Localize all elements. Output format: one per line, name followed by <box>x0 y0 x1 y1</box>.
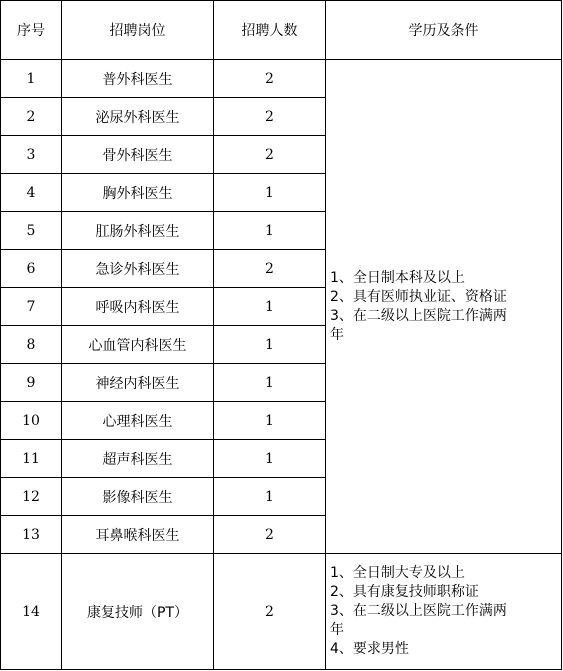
seq-cell: 10 <box>1 402 62 440</box>
position-cell: 影像科医生 <box>62 478 214 516</box>
requirement-line: 3、在二级以上医院工作满两 <box>330 307 507 324</box>
header-count: 招聘人数 <box>214 1 326 60</box>
seq-cell: 13 <box>1 516 62 554</box>
position-cell: 肛肠外科医生 <box>62 212 214 250</box>
seq-cell: 2 <box>1 98 62 136</box>
position-cell: 康复技师（PT） <box>62 554 214 670</box>
count-cell: 1 <box>214 174 326 212</box>
requirement-line: 2、具有医师执业证、资格证 <box>330 288 507 305</box>
position-cell: 神经内科医生 <box>62 364 214 402</box>
seq-cell: 14 <box>1 554 62 670</box>
seq-cell: 11 <box>1 440 62 478</box>
requirement-line: 年 <box>330 326 344 343</box>
table-header-row <box>1 1 562 60</box>
count-cell: 1 <box>214 288 326 326</box>
table-row <box>1 554 562 670</box>
header-requirements: 学历及条件 <box>326 1 562 60</box>
position-cell: 超声科医生 <box>62 440 214 478</box>
position-cell: 耳鼻喉科医生 <box>62 516 214 554</box>
count-cell: 2 <box>214 60 326 98</box>
seq-cell: 9 <box>1 364 62 402</box>
position-cell: 泌尿外科医生 <box>62 98 214 136</box>
count-cell: 1 <box>214 364 326 402</box>
table-row <box>1 60 562 98</box>
requirement-line: 4、要求男性 <box>330 641 409 657</box>
seq-cell: 4 <box>1 174 62 212</box>
count-cell: 2 <box>214 250 326 288</box>
position-cell: 心血管内科医生 <box>62 326 214 364</box>
position-cell: 胸外科医生 <box>62 174 214 212</box>
requirements-cell-group-1 <box>326 60 562 554</box>
count-cell: 2 <box>214 516 326 554</box>
count-cell: 2 <box>214 136 326 174</box>
seq-cell: 3 <box>1 136 62 174</box>
requirement-line: 2、具有康复技师职称证 <box>330 584 479 600</box>
seq-cell: 7 <box>1 288 62 326</box>
requirement-line: 1、全日制本科及以上 <box>330 269 465 286</box>
requirement-line: 1、全日制大专及以上 <box>330 565 465 581</box>
position-cell: 骨外科医生 <box>62 136 214 174</box>
seq-cell: 8 <box>1 326 62 364</box>
position-cell: 呼吸内科医生 <box>62 288 214 326</box>
count-cell: 1 <box>214 326 326 364</box>
requirement-line: 年 <box>330 622 344 638</box>
count-cell: 2 <box>214 98 326 136</box>
requirements-cell-group-2 <box>326 554 562 670</box>
position-cell: 急诊外科医生 <box>62 250 214 288</box>
position-cell: 普外科医生 <box>62 60 214 98</box>
seq-cell: 6 <box>1 250 62 288</box>
seq-cell: 12 <box>1 478 62 516</box>
count-cell: 2 <box>214 554 326 670</box>
header-position: 招聘岗位 <box>62 1 214 60</box>
position-cell: 心理科医生 <box>62 402 214 440</box>
requirement-line: 3、在二级以上医院工作满两 <box>330 603 507 619</box>
seq-cell: 1 <box>1 60 62 98</box>
seq-cell: 5 <box>1 212 62 250</box>
count-cell: 1 <box>214 402 326 440</box>
count-cell: 1 <box>214 212 326 250</box>
count-cell: 1 <box>214 440 326 478</box>
header-seq: 序号 <box>1 1 62 60</box>
count-cell: 1 <box>214 478 326 516</box>
